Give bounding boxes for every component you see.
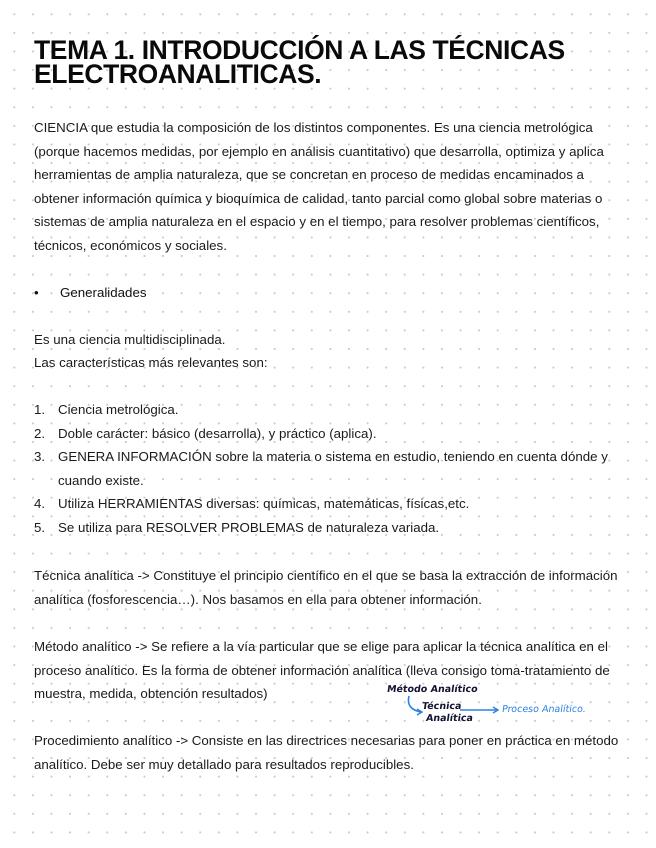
list-item (34, 422, 614, 446)
list-item-number: 5. (34, 519, 46, 535)
list-item-text: GENERA INFORMACIÓN sobre la materia o sistema en estudio, teniendo en cuenta dónde y cuando existe. (58, 449, 608, 488)
handwritten-tecnica: Técnica (421, 701, 463, 712)
list-item-number: 4. (34, 496, 46, 512)
characteristics-list (34, 398, 614, 540)
characteristics-intro: Las características más relevantes son: (34, 355, 268, 370)
list-item-text: Se utiliza para RESOLVER PROBLEMAS de naturaleza variada. (58, 519, 440, 535)
handwritten-metodo-analitico: Método Analítico (386, 684, 479, 695)
bullet-generalidades (34, 281, 147, 305)
title-line-2: ELECTROANALITICAS. (34, 59, 322, 89)
procedimiento-paragraph: Procedimiento analítico -> Consiste en las directrices necesarias para poner en práctica en método analítico. Debe ser muy detallado para resultados reproducibles. (34, 733, 619, 772)
multidisciplinary-text: Es una ciencia multidisciplinada. (34, 332, 226, 347)
list-item (34, 445, 614, 492)
list-item (34, 398, 614, 422)
handwritten-proceso-analitico: Proceso Analítico. (501, 704, 587, 715)
title-line-1: TEMA 1. INTRODUCCIÓN A LAS TÉCNICAS (34, 35, 565, 65)
list-item-number: 3. (34, 449, 46, 465)
tecnica-paragraph: Técnica analítica -> Constituye el principio científico en el que se basa la extracción de información analítica (fosforescencia…). Nos basamos en ella para obtener información. (34, 568, 618, 607)
list-item-number: 1. (34, 402, 46, 417)
list-item-text: Utiliza HERRAMIENTAS diversas: químicas, matemáticas, físicas,etc. (58, 496, 470, 512)
list-item-text: Ciencia metrológica. (58, 402, 179, 417)
list-item (34, 516, 614, 540)
document-title (34, 35, 634, 89)
list-item-number: 2. (34, 425, 46, 441)
intro-paragraph: CIENCIA que estudia la composición de los distintos componentes. Es una ciencia metrológica (porque hacemos medidas, por ejemplo en análisis cuantitativo) que desarrolla, optimiza y aplica herramientas de amplia naturaleza, que se concretan en proceso de medidas encaminados a obtener información química y bioquímica de calidad, tanto parcial como global sobre materias o sistemas de amplia naturaleza en el espacio y en el tiempo, para resolver problemas científicos, técnicos, económicos y sociales. (34, 120, 604, 253)
handwritten-analitica: Analítica (425, 713, 474, 724)
list-item-text: Doble carácter: básico (desarrolla), y práctico (aplica). (58, 425, 377, 441)
bullet-label: Generalidades (60, 285, 147, 300)
bullet-symbol: • (34, 285, 39, 300)
list-item (34, 492, 614, 516)
metodo-paragraph: Método analítico -> Se refiere a la vía particular que se elige para aplicar la técnica analítica en el proceso analítico. Es la forma de obtener información analítica (lleva consigo toma-tratamiento de muestra, medida, obtención resultados) (34, 639, 610, 702)
